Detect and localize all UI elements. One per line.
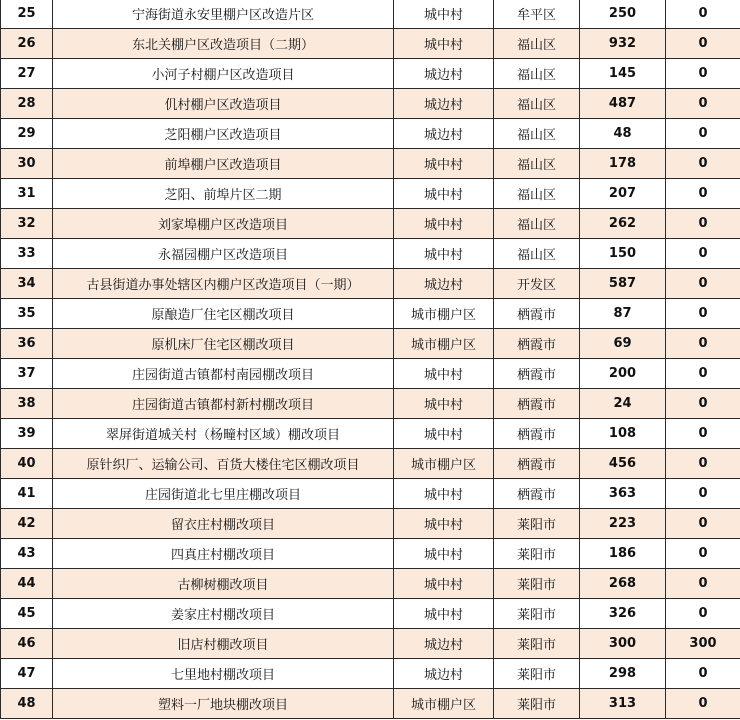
district-cell: 栖霞市 xyxy=(494,419,580,449)
household-count-cell: 150 xyxy=(580,239,666,269)
row-number-cell: 27 xyxy=(1,59,53,89)
project-type-cell: 城中村 xyxy=(394,149,494,179)
table-row xyxy=(1,149,740,179)
project-name-cell: 姜家庄村棚改项目 xyxy=(53,599,394,629)
district-cell: 莱阳市 xyxy=(494,599,580,629)
project-type-cell: 城市棚户区 xyxy=(394,299,494,329)
household-count-cell: 587 xyxy=(580,269,666,299)
project-type-cell: 城中村 xyxy=(394,539,494,569)
project-type-cell: 城边村 xyxy=(394,89,494,119)
second-count-cell: 0 xyxy=(666,299,740,329)
project-name-cell: 小河子村棚户区改造项目 xyxy=(53,59,394,89)
row-number-cell: 31 xyxy=(1,179,53,209)
household-count-cell: 145 xyxy=(580,59,666,89)
table-row xyxy=(1,119,740,149)
second-count-cell: 0 xyxy=(666,149,740,179)
second-count-cell: 0 xyxy=(666,359,740,389)
district-cell: 福山区 xyxy=(494,209,580,239)
household-count-cell: 186 xyxy=(580,539,666,569)
second-count-cell: 0 xyxy=(666,179,740,209)
second-count-cell: 0 xyxy=(666,329,740,359)
project-name-cell: 芝阳、前埠片区二期 xyxy=(53,179,394,209)
row-number-cell: 43 xyxy=(1,539,53,569)
row-number-cell: 46 xyxy=(1,629,53,659)
household-count-cell: 200 xyxy=(580,359,666,389)
project-name-cell: 仉村棚户区改造项目 xyxy=(53,89,394,119)
table-row xyxy=(1,419,740,449)
table-body xyxy=(1,0,740,719)
project-type-cell: 城中村 xyxy=(394,419,494,449)
row-number-cell: 35 xyxy=(1,299,53,329)
second-count-cell: 0 xyxy=(666,119,740,149)
project-name-cell: 刘家埠棚户区改造项目 xyxy=(53,209,394,239)
district-cell: 莱阳市 xyxy=(494,539,580,569)
table-row xyxy=(1,569,740,599)
project-type-cell: 城市棚户区 xyxy=(394,449,494,479)
row-number-cell: 37 xyxy=(1,359,53,389)
project-type-cell: 城中村 xyxy=(394,29,494,59)
table-row xyxy=(1,239,740,269)
district-cell: 福山区 xyxy=(494,59,580,89)
second-count-cell: 0 xyxy=(666,29,740,59)
table-row xyxy=(1,659,740,689)
table-row xyxy=(1,59,740,89)
row-number-cell: 47 xyxy=(1,659,53,689)
second-count-cell: 0 xyxy=(666,0,740,29)
district-cell: 栖霞市 xyxy=(494,389,580,419)
row-number-cell: 34 xyxy=(1,269,53,299)
project-type-cell: 城中村 xyxy=(394,239,494,269)
project-name-cell: 古县街道办事处辖区内棚户区改造项目（一期） xyxy=(53,269,394,299)
second-count-cell: 0 xyxy=(666,209,740,239)
project-name-cell: 旧店村棚改项目 xyxy=(53,629,394,659)
district-cell: 莱阳市 xyxy=(494,569,580,599)
household-count-cell: 268 xyxy=(580,569,666,599)
district-cell: 莱阳市 xyxy=(494,629,580,659)
second-count-cell: 300 xyxy=(666,629,740,659)
household-count-cell: 87 xyxy=(580,299,666,329)
second-count-cell: 0 xyxy=(666,509,740,539)
district-cell: 栖霞市 xyxy=(494,479,580,509)
project-type-cell: 城中村 xyxy=(394,509,494,539)
project-name-cell: 原针织厂、运输公司、百货大楼住宅区棚改项目 xyxy=(53,449,394,479)
second-count-cell: 0 xyxy=(666,539,740,569)
row-number-cell: 33 xyxy=(1,239,53,269)
project-type-cell: 城中村 xyxy=(394,569,494,599)
household-count-cell: 250 xyxy=(580,0,666,29)
project-type-cell: 城边村 xyxy=(394,659,494,689)
row-number-cell: 48 xyxy=(1,689,53,719)
table-row xyxy=(1,479,740,509)
second-count-cell: 0 xyxy=(666,269,740,299)
project-type-cell: 城边村 xyxy=(394,629,494,659)
project-type-cell: 城中村 xyxy=(394,209,494,239)
project-name-cell: 原酿造厂住宅区棚改项目 xyxy=(53,299,394,329)
table-row xyxy=(1,359,740,389)
project-type-cell: 城边村 xyxy=(394,59,494,89)
district-cell: 莱阳市 xyxy=(494,509,580,539)
household-count-cell: 207 xyxy=(580,179,666,209)
project-name-cell: 古柳树棚改项目 xyxy=(53,569,394,599)
row-number-cell: 36 xyxy=(1,329,53,359)
second-count-cell: 0 xyxy=(666,239,740,269)
second-count-cell: 0 xyxy=(666,689,740,719)
district-cell: 栖霞市 xyxy=(494,299,580,329)
row-number-cell: 30 xyxy=(1,149,53,179)
project-type-cell: 城中村 xyxy=(394,359,494,389)
second-count-cell: 0 xyxy=(666,659,740,689)
row-number-cell: 26 xyxy=(1,29,53,59)
district-cell: 福山区 xyxy=(494,149,580,179)
second-count-cell: 0 xyxy=(666,389,740,419)
project-name-cell: 原机床厂住宅区棚改项目 xyxy=(53,329,394,359)
district-cell: 福山区 xyxy=(494,179,580,209)
row-number-cell: 25 xyxy=(1,0,53,29)
second-count-cell: 0 xyxy=(666,599,740,629)
project-type-cell: 城边村 xyxy=(394,119,494,149)
table-row xyxy=(1,269,740,299)
second-count-cell: 0 xyxy=(666,419,740,449)
district-cell: 栖霞市 xyxy=(494,359,580,389)
table-row xyxy=(1,509,740,539)
project-type-cell: 城中村 xyxy=(394,389,494,419)
table-row xyxy=(1,629,740,659)
project-name-cell: 留衣庄村棚改项目 xyxy=(53,509,394,539)
household-count-cell: 300 xyxy=(580,629,666,659)
household-count-cell: 108 xyxy=(580,419,666,449)
district-cell: 福山区 xyxy=(494,29,580,59)
table-row xyxy=(1,299,740,329)
row-number-cell: 29 xyxy=(1,119,53,149)
project-name-cell: 宁海街道永安里棚户区改造片区 xyxy=(53,0,394,29)
project-type-cell: 城中村 xyxy=(394,179,494,209)
second-count-cell: 0 xyxy=(666,479,740,509)
project-name-cell: 庄园街道北七里庄棚改项目 xyxy=(53,479,394,509)
project-type-cell: 城中村 xyxy=(394,599,494,629)
row-number-cell: 41 xyxy=(1,479,53,509)
household-count-cell: 178 xyxy=(580,149,666,179)
district-cell: 栖霞市 xyxy=(494,329,580,359)
table-row xyxy=(1,89,740,119)
household-count-cell: 487 xyxy=(580,89,666,119)
project-type-cell: 城中村 xyxy=(394,479,494,509)
household-count-cell: 262 xyxy=(580,209,666,239)
second-count-cell: 0 xyxy=(666,59,740,89)
table-row xyxy=(1,449,740,479)
project-type-cell: 城市棚户区 xyxy=(394,689,494,719)
project-name-cell: 庄园街道古镇都村新村棚改项目 xyxy=(53,389,394,419)
second-count-cell: 0 xyxy=(666,89,740,119)
household-count-cell: 223 xyxy=(580,509,666,539)
row-number-cell: 40 xyxy=(1,449,53,479)
project-name-cell: 前埠棚户区改造项目 xyxy=(53,149,394,179)
project-name-cell: 四真庄村棚改项目 xyxy=(53,539,394,569)
second-count-cell: 0 xyxy=(666,449,740,479)
project-name-cell: 永福园棚户区改造项目 xyxy=(53,239,394,269)
household-count-cell: 24 xyxy=(580,389,666,419)
table-row xyxy=(1,329,740,359)
project-name-cell: 翠屏街道城关村（杨疃村区域）棚改项目 xyxy=(53,419,394,449)
project-name-cell: 塑料一厂地块棚改项目 xyxy=(53,689,394,719)
table-row xyxy=(1,389,740,419)
district-cell: 莱阳市 xyxy=(494,659,580,689)
project-name-cell: 七里地村棚改项目 xyxy=(53,659,394,689)
project-type-cell: 城市棚户区 xyxy=(394,329,494,359)
table-row xyxy=(1,209,740,239)
row-number-cell: 28 xyxy=(1,89,53,119)
table-row xyxy=(1,179,740,209)
table-row xyxy=(1,29,740,59)
district-cell: 福山区 xyxy=(494,89,580,119)
district-cell: 开发区 xyxy=(494,269,580,299)
district-cell: 福山区 xyxy=(494,119,580,149)
second-count-cell: 0 xyxy=(666,569,740,599)
table-row xyxy=(1,539,740,569)
household-count-cell: 326 xyxy=(580,599,666,629)
district-cell: 莱阳市 xyxy=(494,689,580,719)
row-number-cell: 32 xyxy=(1,209,53,239)
household-count-cell: 456 xyxy=(580,449,666,479)
district-cell: 栖霞市 xyxy=(494,449,580,479)
project-type-cell: 城边村 xyxy=(394,269,494,299)
household-count-cell: 363 xyxy=(580,479,666,509)
project-type-cell: 城中村 xyxy=(394,0,494,29)
project-name-cell: 庄园街道古镇都村南园棚改项目 xyxy=(53,359,394,389)
project-name-cell: 芝阳棚户区改造项目 xyxy=(53,119,394,149)
row-number-cell: 42 xyxy=(1,509,53,539)
table-row xyxy=(1,599,740,629)
district-cell: 牟平区 xyxy=(494,0,580,29)
household-count-cell: 69 xyxy=(580,329,666,359)
household-count-cell: 298 xyxy=(580,659,666,689)
row-number-cell: 44 xyxy=(1,569,53,599)
table-row xyxy=(1,689,740,719)
household-count-cell: 932 xyxy=(580,29,666,59)
household-count-cell: 313 xyxy=(580,689,666,719)
district-cell: 福山区 xyxy=(494,239,580,269)
project-name-cell: 东北关棚户区改造项目（二期） xyxy=(53,29,394,59)
household-count-cell: 48 xyxy=(580,119,666,149)
row-number-cell: 38 xyxy=(1,389,53,419)
row-number-cell: 45 xyxy=(1,599,53,629)
table-row xyxy=(1,0,740,29)
row-number-cell: 39 xyxy=(1,419,53,449)
